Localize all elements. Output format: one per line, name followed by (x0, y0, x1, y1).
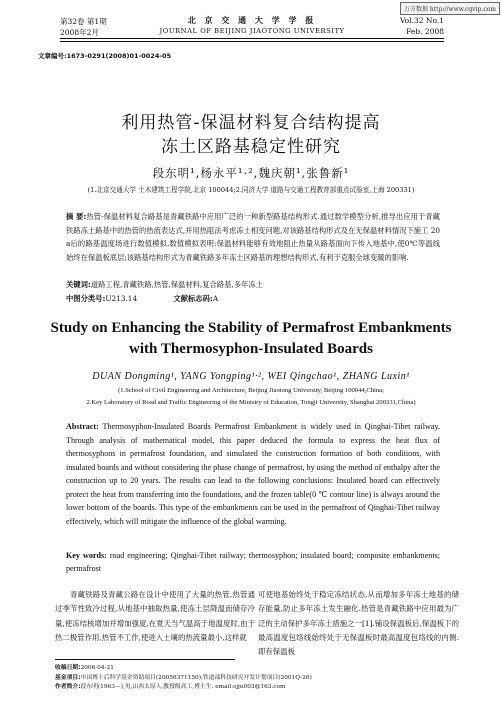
authors-cn: 段东明¹,杨永平¹·²,魏庆朝¹,张鲁新¹ (152, 166, 350, 180)
footnotes (55, 664, 462, 693)
classification-label: 中图分类号: (66, 294, 106, 303)
footnote-text: 中国博士后科学基金资助项目(20050371150);铁道部科技研究开发计划项目(2001Q-26) (80, 674, 312, 681)
footnote-text: 2006-04-21 (80, 665, 114, 671)
date-en: Feb. 2008 (406, 27, 444, 36)
volume-en: Vol.32 No.1 (399, 16, 444, 25)
title-cn-line-1: 利用热管-保温材料复合结构提高 (121, 113, 381, 133)
keywords-cn-text: 道路工程,青藏铁路,热管,保温材料,复合路基,多年冻土 (90, 280, 263, 289)
title-en-line-2: with Thermosyphon-Insulated Boards (129, 341, 373, 357)
keywords-en-text: road engineering; Qinghai-Tibet railway; thermosyphon; insulated board; composite embankments; permafrost (66, 551, 440, 573)
footnote-author (55, 683, 462, 693)
keywords-en-label: Key words: (66, 551, 107, 560)
header-rule (60, 38, 444, 39)
abstract-en-text: Thermosyphon-Insulated Boards Permafrost Embankment is widely used in Qinghai-Tibet railway. Through analysis of mathematical model, this paper deduced the formula to express the heat flux of thermosyphons in permafrost foundation, and simulated the construction formation of both conditions, with insulated boards and without considering the phase change of permafrost, by using the method of enthalpy after the construction up to 20 years. The results can lead to the following conclusions: Insulated board can effectively protect the heat from transferring into the foundations, and the frozen table(0 ℃ contour line) is always around the lower bottom of the boards. This type of the embankments can be used in the permafrost of Qinghai-Tibet railway effectively, which will mitigate the influence of the global warming. (66, 422, 440, 526)
keywords-cn-label: 关键词: (66, 280, 91, 289)
authors-en: DUAN Dongming¹, YANG Yongping¹·², WEI Qingchao¹, ZHANG Luxin¹ (92, 371, 410, 382)
doc-code-label: 文献标志码: (173, 294, 213, 303)
title-cn-line-2: 冻土区路基稳定性研究 (161, 137, 341, 157)
journal-name-cn: 北 京 交 通 大 学 学 报 (187, 16, 317, 25)
footnote-label: 作者简介: (55, 684, 81, 690)
title-en-line-1: Study on Enhancing the Stability of Permafrost Embankments (50, 320, 452, 336)
footnote-text: 段东明(1963—),男,山西太原人,教授级高工,博士生. email:sjju003@163.com (80, 684, 286, 690)
abstract-en (66, 420, 440, 528)
footnote-label: 基金项目: (55, 674, 81, 681)
abstract-cn-text: 热管-保温材料复合路基是青藏铁路中应用广泛的一种新型路基结构形式.通过数学模型分析,推导出应用于青藏铁路冻土路基中的热管的热流表达式,并用热阻法考虑冻土相变问题,对该路基结构形式及在无保温材料情况下施工 20 a后的路基温度场进行数值模拟.数值模拟表明:保温材料能够有效地阻止热量从路基面向下传入地基中,使0℃等温线始终在保温板底层;该路基结构形式为青藏铁路多年冻土区路基的理想结构形式,有利于克服全球变暖的影响. (66, 212, 440, 263)
classification-value: U213.14 (105, 294, 138, 303)
doc-code-value: A (212, 294, 219, 303)
affiliation-en-1: (1.School of Civil Engineering and Architecture, Beijing Jiaotong University, Beijing 100044,China; (118, 387, 384, 394)
keywords-en (66, 549, 440, 575)
abstract-cn-label: 摘 要: (66, 212, 87, 221)
classification (66, 294, 218, 304)
body-column-left: 青藏铁路及青藏公路在设计中使用了大量的热管,热管通过季节性致冷过程,从地基中抽取热量,使冻土层降温而储存冷量,使冻结核增加并增加强度.在夏天当气温高于地温度时,由于热二极管作用,热管不工作,使进入土壤的热流量最小,这样就 (55, 590, 255, 642)
article-number: 文章编号:1673-0291(2008)01-0024-05 (38, 52, 172, 60)
keywords-cn (66, 280, 440, 290)
footnote-funding (55, 674, 462, 684)
date-cn: 2008年2月 (60, 28, 99, 37)
footnote-received (55, 664, 462, 674)
journal-header (60, 14, 444, 44)
affiliation-en-2: 2.Key Laboratory of Road and Traffic Engineering of the Ministry of Education, Tongji University, Shanghai 200331,China) (86, 399, 416, 406)
journal-name-en: JOURNAL OF BEIJING JIAOTONG UNIVERSITY (159, 27, 345, 35)
volume-cn: 第32卷 第1期 (60, 17, 107, 26)
header-rule-thin (60, 41, 444, 42)
affiliation-cn: (1.北京交通大学 土木建筑工程学院,北京 100044;2.同济大学 道路与交通工程教育部重点试验室,上海 200331) (87, 186, 415, 194)
body-column-right: 可使地基始终处于稳定冻结状态,从而增加多年冻土地基的储存能量,防止多年冻土发生融化.热管是青藏铁路中应用最为广泛的主动保护多年冻土措施之一[1].铺设保温板后,保温板下的最高温度包络线始终处于无保温板时最高温度包络线的内侧.即有保温板 (258, 590, 459, 657)
abstract-cn (66, 210, 440, 265)
footnote-rule (55, 659, 235, 660)
watermark: 万方数据 http://www.cqvip.com (400, 2, 500, 15)
footnote-label: 收稿日期: (55, 665, 81, 671)
abstract-en-label: Abstract: (66, 422, 99, 431)
